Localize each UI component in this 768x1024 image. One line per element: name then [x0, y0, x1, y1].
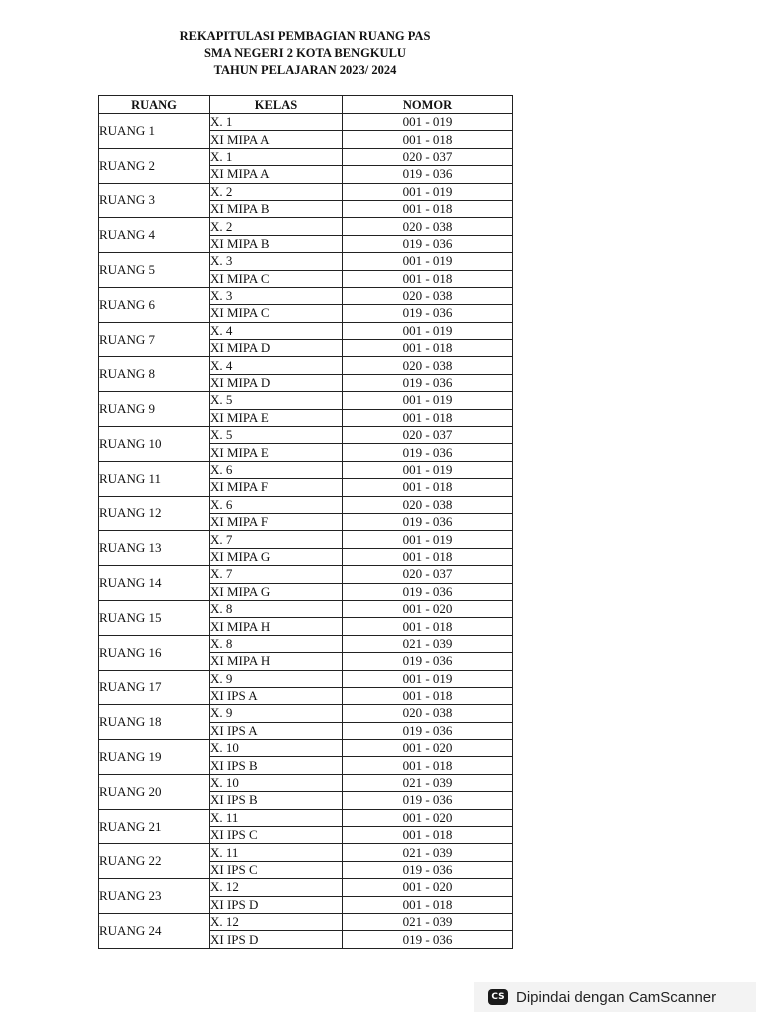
- nomor-cell: 001 - 020: [343, 600, 513, 617]
- kelas-cell: X. 2: [210, 183, 343, 200]
- nomor-cell: 020 - 038: [343, 357, 513, 374]
- column-header-nomor: NOMOR: [343, 96, 513, 114]
- kelas-cell: XI MIPA G: [210, 583, 343, 600]
- kelas-cell: XI IPS A: [210, 722, 343, 739]
- kelas-cell: X. 8: [210, 635, 343, 652]
- nomor-cell: 020 - 037: [343, 148, 513, 165]
- column-header-kelas: KELAS: [210, 96, 343, 114]
- table-row: [99, 392, 513, 409]
- ruang-cell: RUANG 16: [99, 635, 210, 670]
- kelas-cell: X. 6: [210, 461, 343, 478]
- ruang-cell: RUANG 18: [99, 705, 210, 740]
- kelas-cell: XI MIPA E: [210, 409, 343, 426]
- nomor-cell: 001 - 018: [343, 618, 513, 635]
- nomor-cell: 001 - 018: [343, 479, 513, 496]
- kelas-cell: X. 9: [210, 705, 343, 722]
- kelas-cell: XI MIPA A: [210, 131, 343, 148]
- ruang-cell: RUANG 10: [99, 427, 210, 462]
- nomor-cell: 001 - 020: [343, 809, 513, 826]
- table-header-row: [99, 96, 513, 114]
- ruang-cell: RUANG 1: [99, 114, 210, 149]
- column-header-ruang: RUANG: [99, 96, 210, 114]
- ruang-cell: RUANG 2: [99, 148, 210, 183]
- room-allocation-table: [98, 95, 513, 949]
- nomor-cell: 001 - 019: [343, 461, 513, 478]
- table-row: [99, 600, 513, 617]
- kelas-cell: X. 12: [210, 879, 343, 896]
- table-row: [99, 740, 513, 757]
- kelas-cell: XI MIPA G: [210, 548, 343, 565]
- kelas-cell: XI IPS C: [210, 861, 343, 878]
- kelas-cell: X. 8: [210, 600, 343, 617]
- nomor-cell: 001 - 018: [343, 340, 513, 357]
- table-row: [99, 253, 513, 270]
- nomor-cell: 019 - 036: [343, 931, 513, 948]
- table-body: [99, 114, 513, 949]
- table-row: [99, 670, 513, 687]
- ruang-cell: RUANG 14: [99, 566, 210, 601]
- table-row: [99, 287, 513, 304]
- kelas-cell: XI MIPA C: [210, 270, 343, 287]
- table-row: [99, 531, 513, 548]
- nomor-cell: 019 - 036: [343, 166, 513, 183]
- ruang-cell: RUANG 3: [99, 183, 210, 218]
- nomor-cell: 020 - 037: [343, 427, 513, 444]
- nomor-cell: 020 - 038: [343, 496, 513, 513]
- kelas-cell: X. 7: [210, 566, 343, 583]
- kelas-cell: X. 4: [210, 357, 343, 374]
- nomor-cell: 001 - 019: [343, 531, 513, 548]
- nomor-cell: 001 - 018: [343, 200, 513, 217]
- ruang-cell: RUANG 6: [99, 287, 210, 322]
- nomor-cell: 021 - 039: [343, 913, 513, 930]
- kelas-cell: X. 7: [210, 531, 343, 548]
- ruang-cell: RUANG 11: [99, 461, 210, 496]
- nomor-cell: 001 - 019: [343, 392, 513, 409]
- kelas-cell: X. 5: [210, 427, 343, 444]
- kelas-cell: XI MIPA C: [210, 305, 343, 322]
- table-row: [99, 183, 513, 200]
- nomor-cell: 021 - 039: [343, 844, 513, 861]
- nomor-cell: 019 - 036: [343, 513, 513, 530]
- kelas-cell: XI MIPA A: [210, 166, 343, 183]
- ruang-cell: RUANG 21: [99, 809, 210, 844]
- ruang-cell: RUANG 8: [99, 357, 210, 392]
- kelas-cell: XI MIPA H: [210, 618, 343, 635]
- ruang-cell: RUANG 12: [99, 496, 210, 531]
- nomor-cell: 019 - 036: [343, 861, 513, 878]
- nomor-cell: 019 - 036: [343, 444, 513, 461]
- nomor-cell: 019 - 036: [343, 583, 513, 600]
- ruang-cell: RUANG 9: [99, 392, 210, 427]
- table-row: [99, 705, 513, 722]
- kelas-cell: X. 11: [210, 844, 343, 861]
- title-line-2: SMA NEGERI 2 KOTA BENGKULU: [204, 46, 406, 60]
- nomor-cell: 019 - 036: [343, 653, 513, 670]
- nomor-cell: 021 - 039: [343, 774, 513, 791]
- table-row: [99, 809, 513, 826]
- nomor-cell: 019 - 036: [343, 305, 513, 322]
- ruang-cell: RUANG 20: [99, 774, 210, 809]
- nomor-cell: 001 - 019: [343, 670, 513, 687]
- nomor-cell: 001 - 018: [343, 827, 513, 844]
- nomor-cell: 001 - 020: [343, 879, 513, 896]
- kelas-cell: XI MIPA F: [210, 479, 343, 496]
- nomor-cell: 001 - 019: [343, 183, 513, 200]
- nomor-cell: 001 - 020: [343, 740, 513, 757]
- ruang-cell: RUANG 5: [99, 253, 210, 288]
- kelas-cell: X. 3: [210, 287, 343, 304]
- nomor-cell: 019 - 036: [343, 374, 513, 391]
- table-row: [99, 635, 513, 652]
- nomor-cell: 019 - 036: [343, 792, 513, 809]
- nomor-cell: 001 - 018: [343, 270, 513, 287]
- title-line-1: REKAPITULASI PEMBAGIAN RUANG PAS: [179, 29, 431, 43]
- nomor-cell: 020 - 038: [343, 287, 513, 304]
- table-row: [99, 427, 513, 444]
- table-row: [99, 844, 513, 861]
- kelas-cell: X. 4: [210, 322, 343, 339]
- table-row: [99, 496, 513, 513]
- kelas-cell: X. 10: [210, 740, 343, 757]
- ruang-cell: RUANG 13: [99, 531, 210, 566]
- nomor-cell: 001 - 018: [343, 548, 513, 565]
- kelas-cell: XI IPS D: [210, 896, 343, 913]
- nomor-cell: 001 - 018: [343, 131, 513, 148]
- kelas-cell: X. 11: [210, 809, 343, 826]
- nomor-cell: 020 - 038: [343, 218, 513, 235]
- ruang-cell: RUANG 24: [99, 913, 210, 948]
- kelas-cell: XI IPS B: [210, 792, 343, 809]
- kelas-cell: X. 1: [210, 148, 343, 165]
- table-row: [99, 461, 513, 478]
- table-row: [99, 322, 513, 339]
- kelas-cell: XI MIPA B: [210, 235, 343, 252]
- kelas-cell: X. 3: [210, 253, 343, 270]
- kelas-cell: XI MIPA F: [210, 513, 343, 530]
- ruang-cell: RUANG 17: [99, 670, 210, 705]
- kelas-cell: X. 10: [210, 774, 343, 791]
- ruang-cell: RUANG 15: [99, 600, 210, 635]
- kelas-cell: XI IPS C: [210, 827, 343, 844]
- table-row: [99, 774, 513, 791]
- nomor-cell: 019 - 036: [343, 722, 513, 739]
- kelas-cell: XI MIPA B: [210, 200, 343, 217]
- nomor-cell: 001 - 018: [343, 896, 513, 913]
- ruang-cell: RUANG 4: [99, 218, 210, 253]
- camscanner-logo-icon: CS: [488, 989, 508, 1005]
- ruang-cell: RUANG 23: [99, 879, 210, 914]
- kelas-cell: X. 12: [210, 913, 343, 930]
- document-header: [98, 28, 512, 79]
- ruang-cell: RUANG 19: [99, 740, 210, 775]
- ruang-cell: RUANG 22: [99, 844, 210, 879]
- table-row: [99, 913, 513, 930]
- kelas-cell: XI IPS A: [210, 687, 343, 704]
- camscanner-watermark: [474, 982, 756, 1012]
- kelas-cell: X. 9: [210, 670, 343, 687]
- nomor-cell: 001 - 019: [343, 253, 513, 270]
- camscanner-label: Dipindai dengan CamScanner: [516, 988, 717, 1006]
- table-row: [99, 879, 513, 896]
- kelas-cell: XI MIPA E: [210, 444, 343, 461]
- kelas-cell: XI MIPA D: [210, 374, 343, 391]
- table-row: [99, 148, 513, 165]
- table-row: [99, 566, 513, 583]
- table-row: [99, 218, 513, 235]
- kelas-cell: X. 5: [210, 392, 343, 409]
- kelas-cell: XI IPS B: [210, 757, 343, 774]
- nomor-cell: 021 - 039: [343, 635, 513, 652]
- kelas-cell: X. 2: [210, 218, 343, 235]
- nomor-cell: 001 - 019: [343, 322, 513, 339]
- kelas-cell: X. 1: [210, 114, 343, 131]
- table-row: [99, 114, 513, 131]
- table-row: [99, 357, 513, 374]
- kelas-cell: XI IPS D: [210, 931, 343, 948]
- kelas-cell: XI MIPA H: [210, 653, 343, 670]
- nomor-cell: 019 - 036: [343, 235, 513, 252]
- kelas-cell: XI MIPA D: [210, 340, 343, 357]
- ruang-cell: RUANG 7: [99, 322, 210, 357]
- title-line-3: TAHUN PELAJARAN 2023/ 2024: [213, 63, 397, 77]
- nomor-cell: 020 - 037: [343, 566, 513, 583]
- nomor-cell: 001 - 018: [343, 409, 513, 426]
- nomor-cell: 020 - 038: [343, 705, 513, 722]
- nomor-cell: 001 - 019: [343, 114, 513, 131]
- kelas-cell: X. 6: [210, 496, 343, 513]
- nomor-cell: 001 - 018: [343, 687, 513, 704]
- nomor-cell: 001 - 018: [343, 757, 513, 774]
